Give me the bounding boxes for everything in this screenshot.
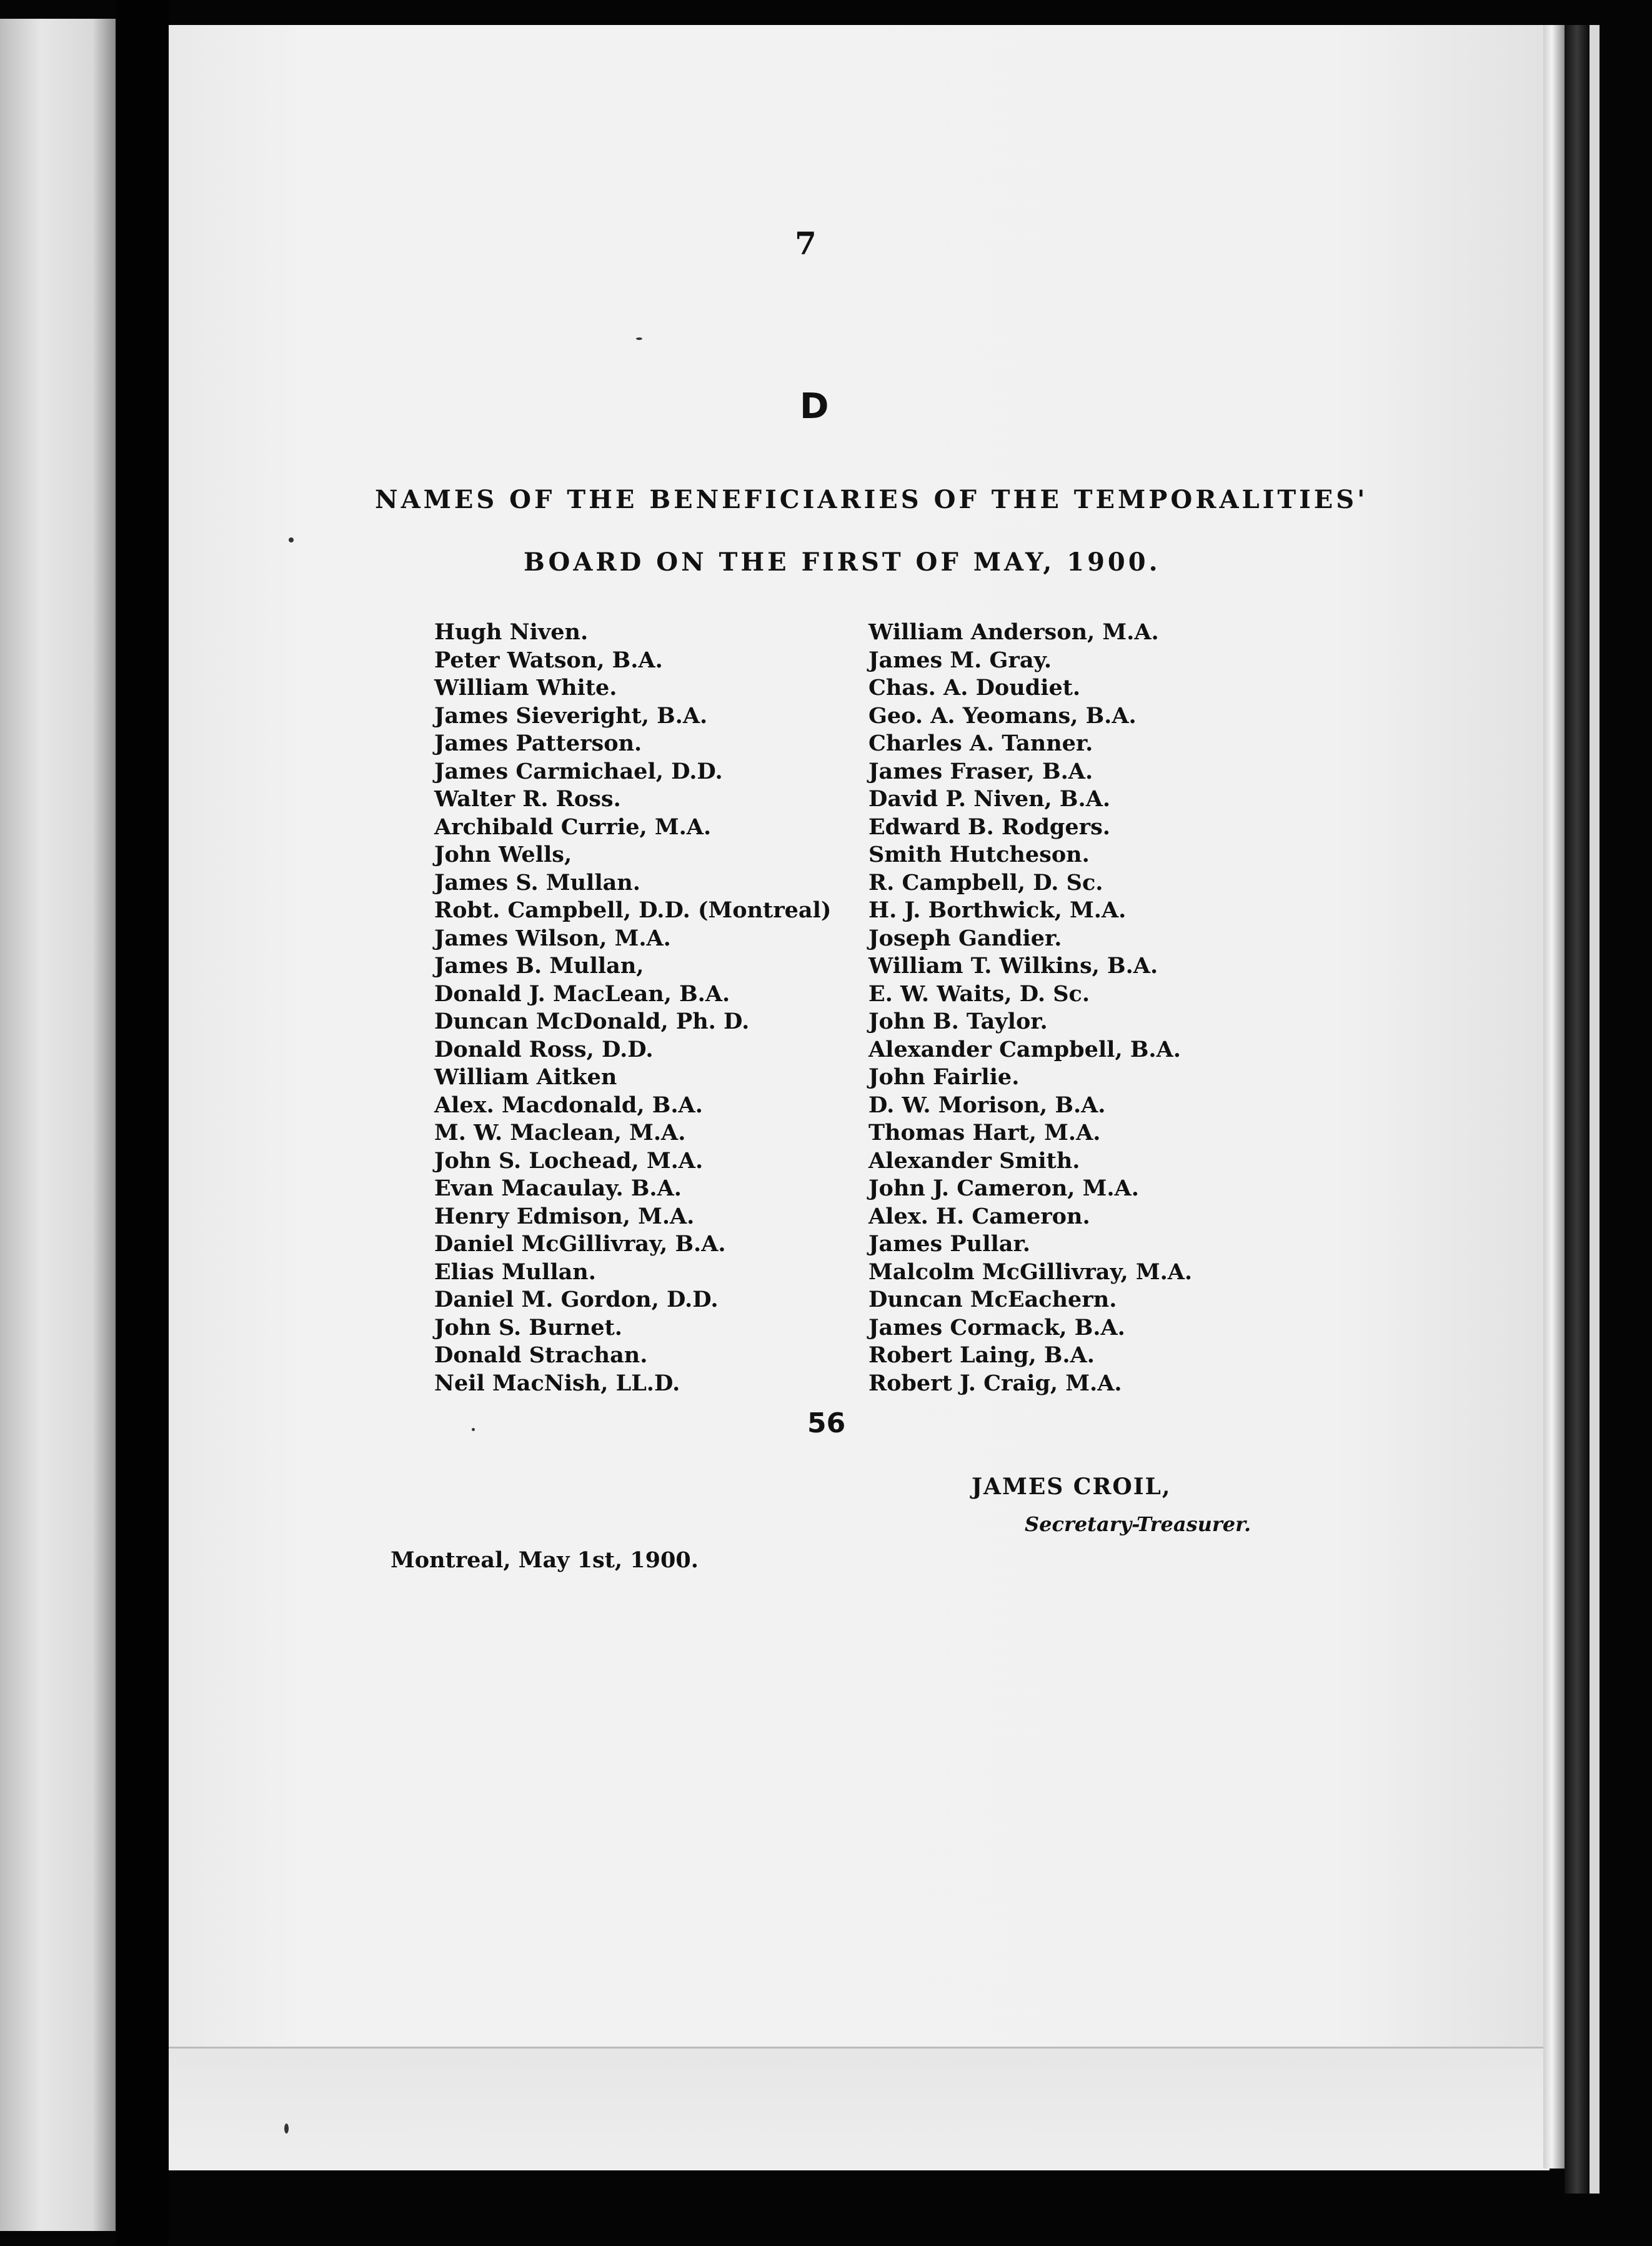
names-list-right: [868, 619, 1192, 1397]
name-entry: David P. Niven, B.A.: [868, 786, 1111, 812]
name-entry: Evan Macaulay. B.A.: [434, 1175, 682, 1201]
name-entry: John S. Lochead, M.A.: [434, 1147, 704, 1174]
name-entry: Alex. Macdonald, B.A.: [434, 1092, 703, 1118]
page-right-edge: [1543, 25, 1565, 2169]
name-entry: John Fairlie.: [868, 1064, 1020, 1090]
name-entry: Robert Laing, B.A.: [868, 1342, 1095, 1368]
name-entry: Edward B. Rodgers.: [868, 814, 1110, 840]
name-entry: Joseph Gandier.: [868, 925, 1062, 951]
name-entry: Donald Strachan.: [434, 1342, 648, 1368]
scan-speck: [472, 1428, 475, 1431]
name-entry: Charles A. Tanner.: [868, 731, 1093, 756]
scan-speck: [284, 2124, 289, 2134]
name-entry: Alexander Campbell, B.A.: [868, 1036, 1181, 1062]
name-entry: Daniel McGillivray, B.A.: [434, 1231, 726, 1257]
page-number: 7: [795, 225, 817, 262]
name-entry: James B. Mullan,: [434, 953, 644, 979]
section-letter: D: [800, 386, 829, 427]
name-entry: James Cormack, B.A.: [868, 1314, 1125, 1340]
name-entry: H. J. Borthwick, M.A.: [868, 897, 1127, 923]
name-entry: Elias Mullan.: [434, 1259, 596, 1285]
name-entry: M. W. Maclean, M.A.: [434, 1120, 686, 1145]
name-entry: Peter Watson, B.A.: [434, 647, 663, 673]
name-entry: James Carmichael, D.D.: [434, 758, 723, 784]
name-entry: William White.: [434, 675, 617, 701]
name-entry: Chas. A. Doudiet.: [868, 675, 1081, 701]
name-entry: Duncan McDonald, Ph. D.: [434, 1009, 750, 1034]
signer-name: JAMES CROIL,: [972, 1474, 1172, 1500]
name-entry: Smith Hutcheson.: [868, 842, 1090, 867]
name-entry: John S. Burnet.: [434, 1314, 622, 1340]
name-entry: Donald Ross, D.D.: [434, 1036, 654, 1062]
book-cover-edge: [1565, 25, 1590, 2194]
names-list-left: [434, 619, 831, 1397]
name-entry: William Anderson, M.A.: [868, 619, 1159, 645]
name-entry: Thomas Hart, M.A.: [868, 1120, 1101, 1145]
name-entry: James Patterson.: [434, 731, 642, 756]
name-entry: James M. Gray.: [868, 647, 1052, 673]
heading-line-1: NAMES OF THE BENEFICIARIES OF THE TEMPORALITIES': [375, 485, 1368, 514]
name-entry: Hugh Niven.: [434, 619, 589, 645]
total-count: 56: [807, 1407, 846, 1439]
name-entry: E. W. Waits, D. Sc.: [868, 981, 1090, 1007]
name-entry: Daniel M. Gordon, D.D.: [434, 1287, 719, 1312]
name-entry: James Fraser, B.A.: [868, 758, 1093, 784]
name-entry: Robert J. Craig, M.A.: [868, 1370, 1122, 1396]
name-entry: Alexander Smith.: [868, 1147, 1080, 1174]
name-entry: William Aitken: [434, 1064, 617, 1090]
name-entry: John J. Cameron, M.A.: [868, 1175, 1139, 1201]
name-entry: Robt. Campbell, D.D. (Montreal): [434, 897, 832, 923]
page-bottom-edge: [169, 2047, 1550, 2170]
name-entry: Duncan McEachern.: [868, 1287, 1117, 1312]
page-sheet: [169, 25, 1543, 2162]
binding-shadow: [116, 0, 169, 2246]
name-entry: Alex. H. Cameron.: [868, 1203, 1090, 1229]
name-entry: Donald J. MacLean, B.A.: [434, 981, 730, 1007]
name-entry: James Sieveright, B.A.: [434, 702, 708, 729]
signer-title: Secretary-Treasurer.: [1025, 1512, 1251, 1536]
name-entry: Archibald Currie, M.A.: [434, 814, 712, 840]
facing-page-edge: [0, 19, 116, 2231]
scan-speck: [289, 537, 294, 542]
name-entry: D. W. Morison, B.A.: [868, 1092, 1106, 1118]
name-entry: Neil MacNish, LL.D.: [434, 1370, 680, 1396]
name-entry: William T. Wilkins, B.A.: [868, 953, 1158, 979]
name-entry: John B. Taylor.: [868, 1009, 1048, 1034]
name-entry: Walter R. Ross.: [434, 786, 621, 812]
name-entry: James Pullar.: [868, 1231, 1030, 1257]
place-date: Montreal, May 1st, 1900.: [391, 1547, 699, 1573]
name-entry: R. Campbell, D. Sc.: [868, 869, 1103, 896]
name-entry: James Wilson, M.A.: [434, 925, 671, 951]
name-entry: Malcolm McGillivray, M.A.: [868, 1259, 1193, 1285]
name-entry: John Wells,: [434, 842, 572, 867]
name-entry: James S. Mullan.: [434, 869, 640, 896]
heading-line-2: BOARD ON THE FIRST OF MAY, 1900.: [524, 547, 1161, 577]
book-cover-strip: [1590, 25, 1600, 2194]
name-entry: Henry Edmison, M.A.: [434, 1203, 695, 1229]
scan-speck: [636, 337, 642, 340]
name-entry: Geo. A. Yeomans, B.A.: [868, 702, 1137, 729]
